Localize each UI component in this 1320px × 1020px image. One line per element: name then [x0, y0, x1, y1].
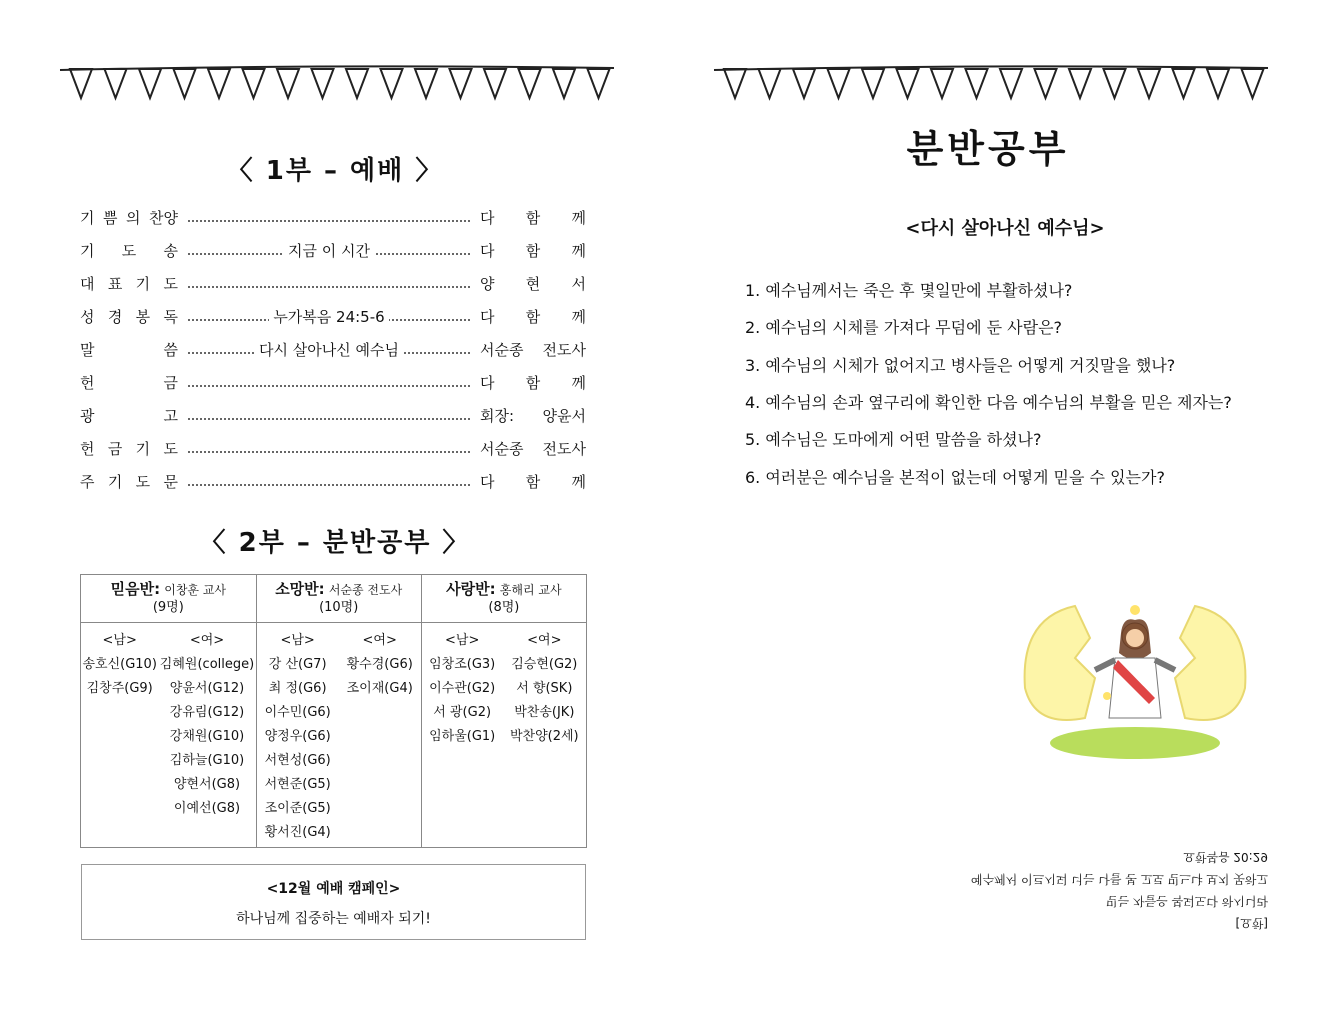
class-teacher: 이창훈 교사 [164, 583, 227, 597]
label-part: 도 [135, 472, 151, 491]
service-item-leader [480, 273, 586, 294]
campaign-box [81, 864, 586, 940]
campaign-title: <12월 예배 캠페인> [266, 881, 401, 897]
leader-part: 께 [571, 241, 586, 260]
service-order-row [80, 303, 586, 329]
leader-part: 다 [480, 472, 495, 491]
service-item-leader [480, 438, 586, 459]
student-name: 서 광(G2) [433, 705, 492, 720]
class-members [81, 623, 257, 848]
service-item-leader [480, 240, 586, 261]
pennant-flag [793, 69, 815, 98]
service-item-label [80, 372, 178, 393]
dotted-leader [188, 207, 470, 227]
label-part: 성 [80, 307, 95, 326]
leader-part: 양윤서 [542, 406, 586, 425]
dotted-leader [188, 471, 470, 491]
service-item-label [80, 273, 178, 294]
label-part: 기 [80, 241, 95, 260]
pennant-flag [105, 69, 127, 98]
student-name: 김창주(G9) [86, 681, 153, 696]
service-item-detail: 지금 이 시간 [284, 242, 374, 260]
student-name: 김승현(G2) [511, 657, 578, 672]
pennant-flag [553, 69, 575, 98]
male-heading: <남> [280, 633, 315, 648]
student-name: 황수경(G6) [346, 657, 413, 672]
leader-part: 다 [480, 307, 495, 326]
label-part: 기 [107, 472, 123, 491]
student-name: 이예선(G8) [173, 801, 241, 816]
part1-title: 〈 1부 – 예배 〉 [226, 156, 444, 186]
verse-line: 믿는 자들은 복되도다 하시니라 [1105, 894, 1268, 908]
class-members [421, 623, 586, 848]
dotted-leader [188, 240, 470, 260]
label-part: 찬양 [149, 208, 178, 227]
pennant-flag [174, 69, 196, 98]
student-name: 박찬양(2세) [509, 729, 579, 744]
pennant-flag [312, 69, 334, 98]
female-column [347, 629, 413, 845]
student-name: 강채원(G10) [169, 729, 245, 744]
pennant-flag [70, 69, 92, 98]
student-name: 최 정(G6) [268, 681, 327, 696]
pennant-flag [519, 69, 541, 98]
leader-part: 서순종 [480, 340, 524, 359]
leader-part: 전도사 [542, 439, 586, 458]
female-heading: <여> [362, 633, 397, 648]
service-order-row [80, 435, 586, 461]
student-name: 서현준(G5) [264, 777, 331, 792]
student-name: 강유림(G12) [169, 705, 245, 720]
pennant-flag [381, 69, 403, 98]
student-name: 임창조(G3) [429, 657, 496, 672]
leader-part: 서순종 [480, 439, 524, 458]
class-count: (10명) [319, 600, 359, 615]
student-name: 이수민(G6) [264, 705, 331, 720]
pennant-flag [931, 69, 953, 98]
leader-part: 현 [525, 274, 541, 293]
label-part: 도 [163, 439, 178, 458]
dotted-leader [188, 405, 470, 425]
student-name: 김하늘(G10) [169, 753, 245, 768]
pennant-flag [897, 69, 919, 98]
class-name: 믿음반: [110, 580, 161, 598]
label-part: 씀 [163, 340, 178, 359]
pennant-flag [139, 69, 161, 98]
dotted-leader [188, 273, 470, 293]
study-question: 6. 여러분은 예수님을 본적이 없는데 어떻게 믿을 수 있는가? [745, 467, 1165, 487]
label-part: 도 [163, 274, 178, 293]
leader-part: 양 [480, 274, 495, 293]
class-count: (9명) [152, 600, 184, 615]
study-question: 4. 예수님의 손과 옆구리에 확인한 다음 예수님의 부활을 믿은 제자는? [745, 392, 1232, 412]
student-name: 조이재(G4) [346, 681, 413, 696]
female-heading: <여> [527, 633, 562, 648]
verse-line: [요한] [1235, 916, 1268, 930]
service-item-label [80, 207, 178, 228]
service-item-label [80, 471, 178, 492]
leader-part: 함 [525, 373, 541, 392]
female-column [160, 629, 254, 821]
leader-part: 전도사 [542, 340, 586, 359]
leader-part: 께 [571, 208, 586, 227]
student-name: 김혜원(college) [159, 657, 255, 672]
pennant-flag [415, 69, 437, 98]
student-name: 박찬송(JK) [514, 705, 575, 720]
study-question: 3. 예수님의 시체가 없어지고 병사들은 어떻게 거짓말을 했나? [745, 355, 1176, 375]
pennant-flag [1104, 69, 1126, 98]
label-part: 기 [80, 208, 95, 227]
service-item-label [80, 306, 178, 327]
label-part: 독 [163, 307, 178, 326]
label-part: 대 [80, 274, 95, 293]
leader-part: 다 [480, 241, 495, 260]
pennant-flag [277, 69, 299, 98]
label-part: 금 [107, 439, 123, 458]
pennant-flag [243, 69, 265, 98]
label-part: 문 [163, 472, 178, 491]
class-members [256, 623, 421, 848]
service-item-leader [480, 372, 586, 393]
verse-line: 요한복음 20:29 [1183, 850, 1268, 864]
service-order-row [80, 204, 586, 230]
class-name: 사랑반: [446, 580, 496, 598]
label-part: 송 [163, 241, 178, 260]
pennant-flag [1207, 69, 1229, 98]
student-name: 송호신(G10) [82, 657, 157, 672]
male-column [82, 629, 156, 821]
study-subtitle: <다시 살아나신 예수님> [905, 218, 1105, 239]
label-part: 고 [163, 406, 178, 425]
class-count: (8명) [488, 600, 520, 615]
female-heading: <여> [189, 633, 225, 648]
label-part: 헌 [80, 439, 95, 458]
male-column [265, 629, 331, 845]
label-part: 표 [107, 274, 123, 293]
student-name: 양정우(G6) [264, 729, 331, 744]
leader-part: 함 [525, 472, 541, 491]
study-question: 2. 예수님의 시체를 가져다 무덤에 둔 사람은? [745, 318, 1063, 338]
service-item-leader [480, 405, 586, 426]
pennant-flag [828, 69, 850, 98]
pennant-flag [1242, 69, 1264, 98]
dotted-leader [188, 306, 470, 326]
service-item-label [80, 438, 178, 459]
class-table [80, 574, 587, 848]
service-order-row [80, 237, 586, 263]
student-name: 양현서(G8) [173, 777, 241, 792]
service-item-leader [480, 339, 586, 360]
study-title: 분반공부 [906, 127, 1070, 171]
student-name: 임하울(G1) [429, 729, 496, 744]
pennant-flag [724, 69, 746, 98]
class-teacher: 홍해리 교사 [499, 583, 562, 597]
service-item-detail: 다시 살아나신 예수님 [255, 341, 403, 359]
female-column [510, 629, 579, 749]
service-item-leader [480, 306, 586, 327]
label-part: 의 [126, 208, 141, 227]
campaign-text: 하나님께 집중하는 예배자 되기! [236, 911, 431, 927]
male-heading: <남> [102, 633, 137, 648]
service-item-leader [480, 471, 586, 492]
dotted-leader [188, 339, 470, 359]
pennant-flag [759, 69, 781, 98]
leader-part: 함 [525, 208, 541, 227]
label-part: 광 [80, 406, 95, 425]
pennant-flag [208, 69, 230, 98]
bunting-left-decoration [58, 60, 618, 110]
label-part: 말 [80, 340, 95, 359]
student-name: 황서진(G4) [264, 825, 331, 840]
part2-title: 〈 2부 – 분반공부 〉 [199, 528, 471, 558]
male-heading: <남> [445, 633, 480, 648]
pennant-flag [1173, 69, 1195, 98]
pennant-flag [1138, 69, 1160, 98]
service-order-row [80, 369, 586, 395]
pennant-flag [450, 69, 472, 98]
pennant-flag [1069, 69, 1091, 98]
leader-part: 함 [525, 241, 541, 260]
service-order-row [80, 336, 586, 362]
pennant-flag [862, 69, 884, 98]
jesus-egg-illustration [1015, 598, 1255, 763]
service-item-detail: 누가복음 24:5-6 [269, 308, 388, 326]
pennant-flag [1035, 69, 1057, 98]
leader-part: 다 [480, 373, 495, 392]
student-name: 서 향(SK) [516, 681, 573, 696]
class-name: 소망반: [275, 580, 325, 598]
leader-part: 께 [571, 472, 586, 491]
study-question: 1. 예수님께서는 죽은 후 몇일만에 부활하셨나? [745, 281, 1073, 300]
leader-part: 서 [571, 274, 586, 293]
student-name: 조이준(G5) [264, 801, 331, 816]
verse-line: 예수께서 이르시되 너는 나를 본 고로 믿느냐 보지 못하고 [970, 872, 1268, 886]
bible-verse [971, 846, 1268, 934]
class-header [81, 575, 257, 623]
label-part: 봉 [135, 307, 151, 326]
service-order-row [80, 402, 586, 428]
label-part: 기 [135, 439, 151, 458]
study-question: 5. 예수님은 도마에게 어떤 말씀을 하셨나? [745, 430, 1042, 450]
class-teacher: 서순종 전도사 [328, 583, 403, 597]
student-name: 강 산(G7) [268, 657, 327, 672]
label-part: 금 [163, 373, 178, 392]
label-part: 쁨 [103, 208, 118, 227]
label-part: 주 [80, 472, 95, 491]
service-item-label [80, 240, 178, 261]
service-item-label [80, 339, 178, 360]
service-item-leader [480, 207, 586, 228]
leader-part: 다 [480, 208, 495, 227]
label-part: 헌 [80, 373, 95, 392]
label-part: 경 [107, 307, 123, 326]
leader-part: 께 [571, 307, 586, 326]
label-part: 도 [121, 241, 137, 260]
service-item-label [80, 405, 178, 426]
dotted-leader [188, 372, 470, 392]
student-name: 서현성(G6) [264, 753, 331, 768]
class-header [256, 575, 421, 623]
pennant-flag [484, 69, 506, 98]
leader-part: 회장: [480, 406, 515, 425]
dotted-leader [188, 438, 470, 458]
student-name: 이수관(G2) [429, 681, 496, 696]
label-part: 기 [135, 274, 151, 293]
bunting-right-decoration [712, 60, 1272, 110]
pennant-flag [588, 69, 610, 98]
service-order-row [80, 270, 586, 296]
pennant-flag [1000, 69, 1022, 98]
student-name: 양윤서(G12) [169, 681, 245, 696]
service-order-row [80, 468, 586, 494]
leader-part: 함 [525, 307, 541, 326]
pennant-flag [966, 69, 988, 98]
male-column [429, 629, 495, 749]
class-header [421, 575, 586, 623]
pennant-flag [346, 69, 368, 98]
leader-part: 께 [571, 373, 586, 392]
